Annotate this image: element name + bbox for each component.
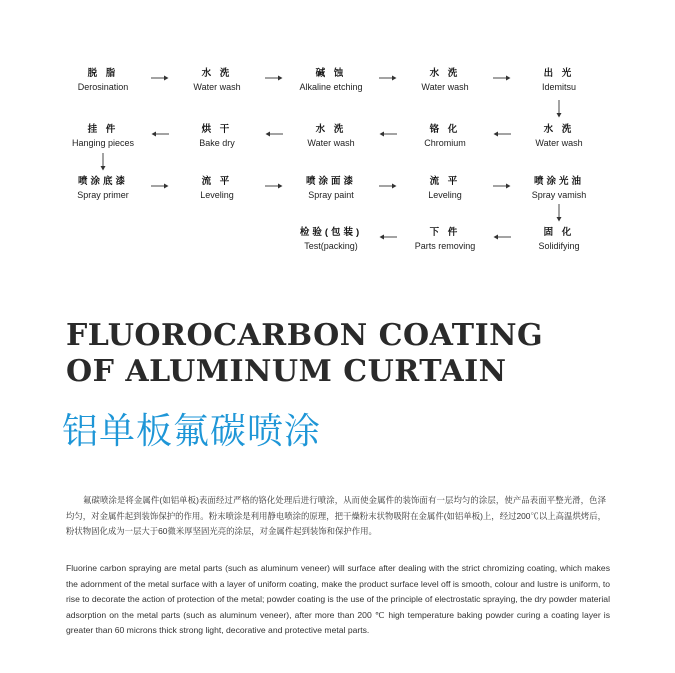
- step-label-zh: 喷涂底漆: [77, 176, 128, 187]
- step-label-en: Water wash: [535, 137, 583, 148]
- step-bake-dry: [167, 125, 267, 148]
- step-derosination: [53, 69, 153, 92]
- arrow-down-icon: [554, 204, 564, 222]
- arrow-right-icon: [379, 73, 397, 83]
- arrow-right-icon: [493, 73, 511, 83]
- arrow-right-icon: [151, 73, 169, 83]
- arrow-right-icon: [265, 73, 283, 83]
- step-label-zh: 流 平: [201, 176, 233, 187]
- title-line-1: FLUOROCARBON COATING: [66, 318, 544, 353]
- step-label-zh: 烘 干: [201, 124, 233, 135]
- arrow-down-icon: [554, 100, 564, 118]
- step-label-zh: 脱 脂: [87, 68, 119, 79]
- arrow-left-icon: [493, 232, 511, 242]
- step-spray-primer: [53, 177, 153, 200]
- step-chromium: [395, 125, 495, 148]
- step-label-en: Leveling: [200, 189, 234, 200]
- step-label-en: Test(packing): [304, 240, 358, 251]
- step-label-en: Idemitsu: [541, 81, 576, 92]
- arrow-left-icon: [379, 129, 397, 139]
- step-spray-paint: [281, 177, 381, 200]
- step-label-zh: 固 化: [543, 227, 575, 238]
- step-label-en: Solidifying: [538, 240, 580, 251]
- step-label-en: Water wash: [193, 81, 241, 92]
- step-water-wash: [167, 69, 267, 92]
- step-label-zh: 喷涂面漆: [305, 176, 356, 187]
- step-label-zh: 碱 蚀: [315, 68, 347, 79]
- step-label-en: Parts removing: [414, 240, 476, 251]
- step-idemitsu: [509, 69, 609, 92]
- step-label-zh: 检验(包装): [299, 227, 363, 238]
- step-label-en: Spray vamish: [531, 189, 587, 200]
- step-label-en: Spray primer: [77, 189, 129, 200]
- arrow-right-icon: [151, 181, 169, 191]
- title-line-2: OF ALUMINUM CURTAIN: [66, 354, 507, 389]
- step-water-wash: [509, 125, 609, 148]
- english-description: Fluorine carbon spraying are metal parts (such as aluminum veneer) will surface after dealing with the strict chromizing coating, which makes the adornment of the metal surface with a layer of uniform coating, make the product surface level off is smooth, colour and lustre is uniform, to rise to decorate the action of protection of the metal; powder coating is the use of the principle of electrostatic spraying, the dry powder material adsorption on the metal parts (such as aluminum veneer), after more than 200 ℃ high temperature baking powder curing a coating layer is greater than 60 microns thick strong light, decorative and protective metal parts.: [66, 563, 610, 635]
- step-label-en: Alkaline etching: [299, 81, 363, 92]
- step-label-en: Hanging pieces: [71, 137, 135, 148]
- process-flowchart: [0, 0, 675, 260]
- step-alkaline-etching: [281, 69, 381, 92]
- step-label-zh: 水 洗: [429, 68, 461, 79]
- step-solidifying: [509, 228, 609, 251]
- arrow-right-icon: [379, 181, 397, 191]
- step-water-wash: [395, 69, 495, 92]
- step-parts-removing: [395, 228, 495, 251]
- step-label-en: Bake dry: [199, 137, 235, 148]
- arrow-left-icon: [493, 129, 511, 139]
- step-label-zh: 下 件: [429, 227, 461, 238]
- step-label-en: Leveling: [428, 189, 462, 200]
- step-label-zh: 出 光: [543, 68, 575, 79]
- step-spray-varnish: [509, 177, 609, 200]
- step-label-en: Water wash: [307, 137, 355, 148]
- step-label-zh: 铬 化: [429, 124, 461, 135]
- arrow-right-icon: [265, 181, 283, 191]
- step-label-en: Water wash: [421, 81, 469, 92]
- step-label-zh: 流 平: [429, 176, 461, 187]
- arrow-left-icon: [379, 232, 397, 242]
- step-label-en: Derosination: [77, 81, 129, 92]
- arrow-left-icon: [151, 129, 169, 139]
- arrow-down-icon: [98, 153, 108, 171]
- chinese-description: 氟碳喷涂是将金属件(如铝单板)表面经过严格的铬化处理后进行喷涂，从而使金属件的装饰面有一层均匀的涂层，使产品表面平整光滑，色泽均匀，对金属件起到装饰保护的作用。粉末喷涂是利用静电喷涂的原理，把干燥粉末状物吸附在金属件(如铝单板)上，经过200℃以上高温烘烤后，粉状物固化成为一层大于60微米厚坚固光亮的涂层，对金属件起到装饰和保护作用。: [66, 495, 606, 537]
- step-test-packing: [281, 228, 381, 251]
- step-label-en: Chromium: [424, 137, 466, 148]
- chinese-title: 铝单板氟碳喷涂: [62, 411, 322, 452]
- step-label-zh: 喷涂光油: [533, 176, 584, 187]
- step-water-wash: [281, 125, 381, 148]
- step-label-zh: 水 洗: [201, 68, 233, 79]
- step-hanging-pieces: [53, 125, 153, 148]
- arrow-left-icon: [265, 129, 283, 139]
- step-leveling: [167, 177, 267, 200]
- step-label-en: Spray paint: [308, 189, 354, 200]
- step-label-zh: 挂 件: [87, 124, 119, 135]
- step-label-zh: 水 洗: [543, 124, 575, 135]
- page-title: [66, 318, 543, 390]
- step-leveling: [395, 177, 495, 200]
- arrow-right-icon: [493, 181, 511, 191]
- step-label-zh: 水 洗: [315, 124, 347, 135]
